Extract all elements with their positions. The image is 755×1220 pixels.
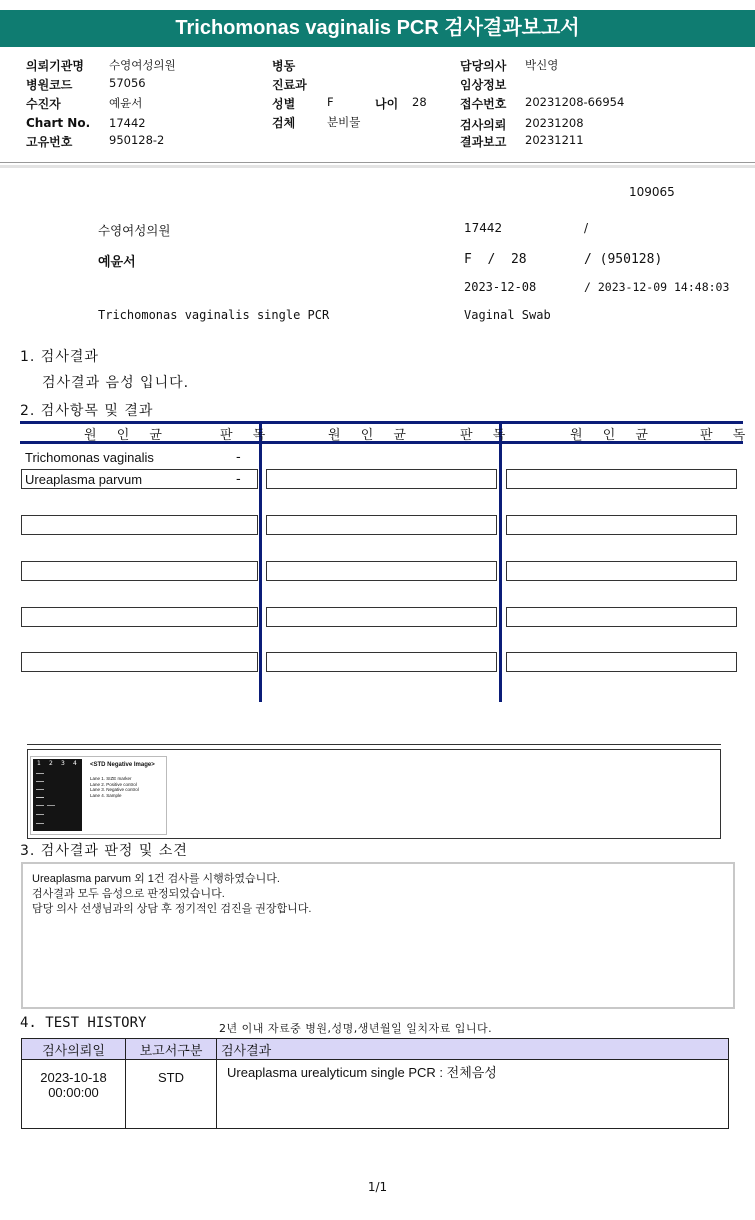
grid-head-pathogen-2: 원 인 균 <box>328 428 414 443</box>
history-col-result: 검사결과 <box>217 1039 729 1060</box>
result-cell <box>21 561 258 581</box>
gel-lane-1: 1 <box>37 760 41 767</box>
label-report-date: 결과보고 <box>460 135 507 149</box>
history-time: 00:00:00 <box>48 1085 99 1100</box>
gel-band <box>36 823 44 824</box>
label-sex: 성별 <box>272 97 296 111</box>
result-cell <box>506 469 737 489</box>
summary-chart: 17442 <box>464 221 503 235</box>
gel-legend-3: Lane 3. Negative control <box>90 787 139 792</box>
summary-hospital: 수영여성의원 <box>98 223 171 238</box>
value-chart-no: 17442 <box>109 116 146 130</box>
label-hospital-code: 병원코드 <box>26 78 73 92</box>
report-code: 109065 <box>629 185 675 199</box>
history-result: Ureaplasma urealyticum single PCR : 전체음성 <box>217 1060 729 1129</box>
gel-legend-1: Lane 1. SIZE marker <box>90 776 132 781</box>
opinion-text <box>32 872 311 917</box>
gel-legend-2: Lane 2. Positive control <box>90 781 137 787</box>
value-request-date: 20231208 <box>525 116 584 130</box>
report-title: Trichomonas vaginalis PCR 검사결과보고서 <box>175 17 580 39</box>
result-cell <box>21 607 258 627</box>
result-value-2: - <box>236 472 241 487</box>
history-col-date: 검사의뢰일 <box>22 1039 126 1060</box>
header-divider-shadow <box>0 165 755 168</box>
gel-legend-4: Lane 4. Sample <box>90 792 122 798</box>
grid-head-judgement-3: 판 독 <box>700 428 754 443</box>
gel-legend <box>90 776 139 798</box>
value-sex: F <box>327 95 334 109</box>
history-type: STD <box>126 1060 217 1129</box>
summary-specimen: Vaginal Swab <box>464 308 551 322</box>
gel-band <box>36 814 44 815</box>
label-ward: 병동 <box>272 59 296 73</box>
history-note: 2년 이내 자료중 병원,성명,생년월일 일치자료 입니다. <box>219 1022 493 1035</box>
result-cell <box>266 652 497 672</box>
gel-band <box>36 773 44 774</box>
summary-slash: / <box>584 221 589 235</box>
value-unique-no: 950128-2 <box>109 133 165 147</box>
result-name-1: Trichomonas vaginalis <box>25 450 154 465</box>
label-patient: 수진자 <box>26 97 61 111</box>
gel-top-rule <box>27 744 721 745</box>
summary-collect-date: 2023-12-08 <box>464 280 537 294</box>
opinion-line-3: 담당 의사 선생님과의 상담 후 정기적인 검진을 권장합니다. <box>32 903 312 915</box>
value-doctor: 박신영 <box>525 58 559 72</box>
result-cell <box>266 561 497 581</box>
value-age: 28 <box>412 95 427 109</box>
section1-result: 검사결과 음성 입니다. <box>42 375 190 391</box>
summary-birth: / (950128) <box>584 252 663 267</box>
result-cell <box>506 515 737 535</box>
result-cell <box>506 607 737 627</box>
section1-title: 1. 검사결과 <box>20 349 99 365</box>
gel-band <box>36 805 44 806</box>
label-unique-no: 고유번호 <box>26 135 73 149</box>
result-cell <box>506 561 737 581</box>
section4-title: 4. TEST HISTORY <box>20 1015 147 1031</box>
label-specimen: 검체 <box>272 116 296 130</box>
history-col-type: 보고서구분 <box>126 1039 217 1060</box>
gel-lane-2: 2 <box>49 760 53 767</box>
header-divider <box>0 162 755 163</box>
summary-report-datetime: / 2023-12-09 14:48:03 <box>584 280 730 294</box>
gel-lane-3: 3 <box>61 760 65 767</box>
label-reception-no: 접수번호 <box>460 97 507 111</box>
gel-band <box>36 789 44 790</box>
value-reception-no: 20231208-66954 <box>525 95 625 109</box>
section2-title: 2. 검사항목 및 결과 <box>20 403 154 419</box>
history-date-cell <box>22 1060 126 1129</box>
label-doctor: 담당의사 <box>460 59 507 73</box>
label-age: 나이 <box>375 97 399 111</box>
history-table <box>21 1038 729 1129</box>
result-cell <box>266 469 497 489</box>
label-chart-no: Chart No. <box>26 116 91 130</box>
summary-test-name: Trichomonas vaginalis single PCR <box>98 308 330 322</box>
label-request-date: 검사의뢰 <box>460 118 507 132</box>
result-cell <box>266 607 497 627</box>
label-requesting-org: 의뢰기관명 <box>26 59 84 73</box>
grid-head-pathogen-1: 원 인 균 <box>84 428 170 443</box>
result-cell <box>21 652 258 672</box>
value-report-date: 20231211 <box>525 133 584 147</box>
grid-head-judgement-2: 판 독 <box>460 428 514 443</box>
grid-head-judgement-1: 판 독 <box>220 428 274 443</box>
label-department: 진료과 <box>272 78 307 92</box>
table-row <box>22 1060 729 1129</box>
value-requesting-org: 수영여성의원 <box>109 58 176 72</box>
summary-patient: 예윤서 <box>98 255 136 270</box>
summary-sex-age: F / 28 <box>464 252 527 267</box>
grid-divider-1 <box>259 421 262 702</box>
opinion-line-1: Ureaplasma parvum 외 1건 검사를 시행하였습니다. <box>32 873 280 885</box>
result-name-2: Ureaplasma parvum <box>25 472 143 487</box>
gel-title: <STD Negative Image> <box>90 762 155 768</box>
label-clinical-info: 임상정보 <box>460 78 507 92</box>
result-cell <box>506 652 737 672</box>
gel-band <box>36 781 44 782</box>
grid-divider-2 <box>499 421 502 702</box>
value-specimen: 분비물 <box>327 115 361 129</box>
opinion-box <box>21 862 735 1009</box>
value-hospital-code: 57056 <box>109 76 146 90</box>
grid-head-pathogen-3: 원 인 균 <box>570 428 656 443</box>
value-patient: 예윤서 <box>109 96 143 110</box>
history-date: 2023-10-18 <box>40 1070 107 1085</box>
gel-lane-4: 4 <box>73 760 77 767</box>
section3-title: 3. 검사결과 판정 및 소견 <box>20 843 188 859</box>
gel-band <box>47 805 55 806</box>
opinion-line-2: 검사결과 모두 음성으로 판정되었습니다. <box>32 888 225 900</box>
result-cell <box>266 515 497 535</box>
gel-band <box>36 797 44 798</box>
result-cell <box>21 515 258 535</box>
result-value-1: - <box>236 450 241 465</box>
gel-image <box>33 759 82 831</box>
page-number: 1/1 <box>367 1180 388 1194</box>
